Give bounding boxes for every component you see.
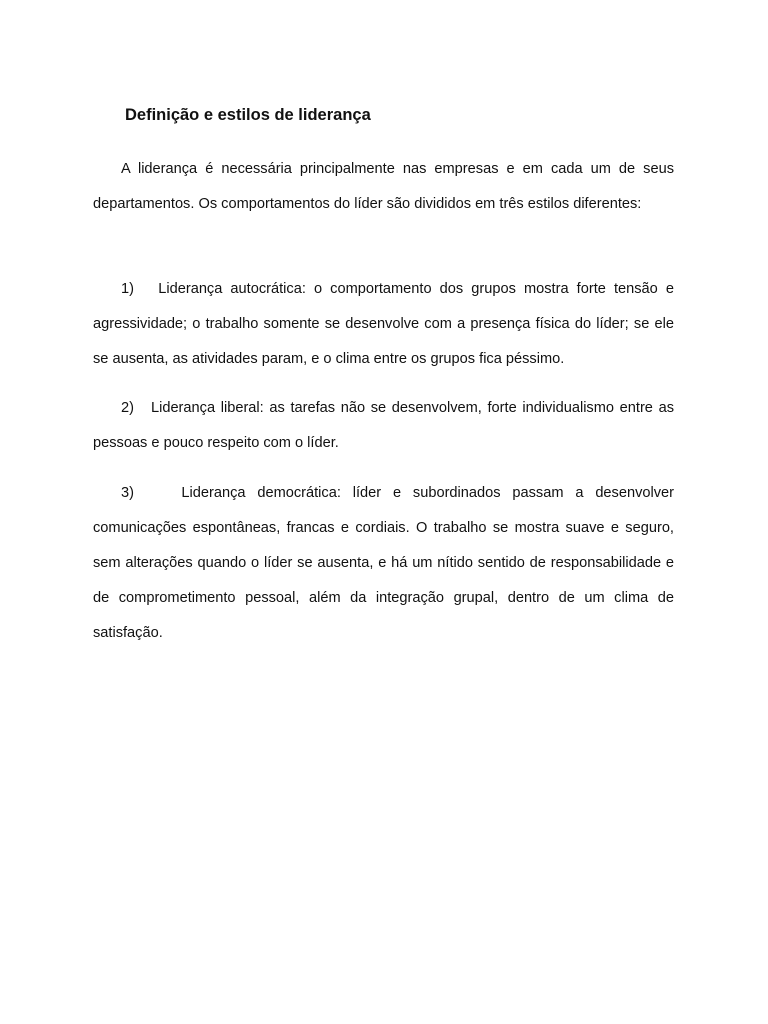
list-item-3-text: Liderança democrática: líder e subordinados passam a desenvolver comunicações espontâneas, francas e cordiais. O trabalho se mostra suave e seguro, sem alterações quando o líder se ausenta, e há um nítido sentido de responsabilidade e de comprometimento pessoal, além da integração grupal, dentro de um clima de satisfação. [93,485,675,641]
list-item-2 [93,391,674,461]
list-item-1-text: Liderança autocrática: o comportamento dos grupos mostra forte tensão e agressividade; o trabalho somente se desenvolve com a presença física do líder; se ele se ausenta, as atividades param, e o clima entre os grupos fica péssimo. [93,281,674,367]
intro-paragraph: A liderança é necessária principalmente nas empresas e em cada um de seus departamentos. Os comportamentos do líder são divididos em três estilos diferentes: [93,161,674,212]
list-item-2-number: 2) [121,400,134,416]
document-page [93,0,674,1024]
list-item-2-text: Liderança liberal: as tarefas não se desenvolvem, forte individualismo entre as pessoas e pouco respeito com o líder. [93,400,674,451]
list-item-1 [93,272,674,377]
document-title: Definição e estilos de liderança [125,106,371,124]
list-item-3-number: 3) [121,485,134,501]
list-item-3 [93,476,674,651]
list-item-1-number: 1) [121,281,134,297]
